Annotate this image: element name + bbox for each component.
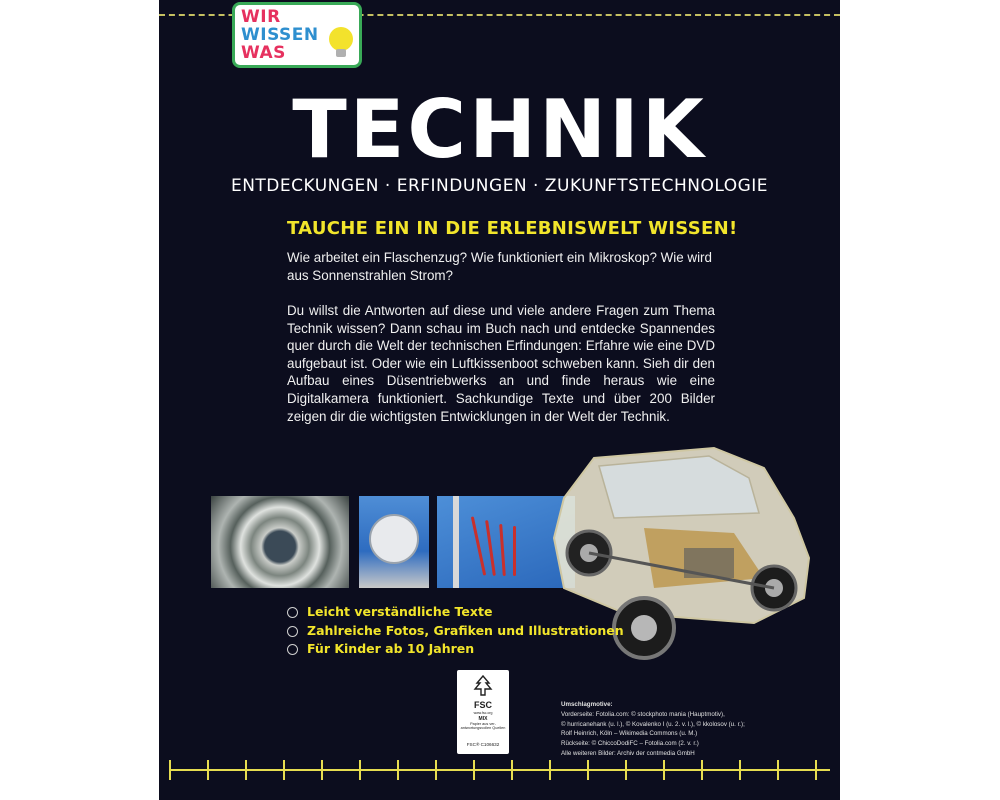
book-back-cover — [159, 0, 840, 800]
ruler-tick — [321, 760, 323, 780]
fsc-logo-text: FSC — [474, 700, 492, 710]
ruler-tick — [283, 760, 285, 780]
ruler-tick — [815, 760, 817, 780]
fsc-label — [457, 670, 509, 754]
ruler-tick — [207, 760, 209, 780]
feature-item — [287, 640, 624, 659]
book-title: TECHNIK — [292, 83, 707, 176]
feature-item — [287, 603, 624, 622]
ruler-tick — [739, 760, 741, 780]
fsc-mix: MIX — [478, 716, 488, 722]
logo-word-1: WIR — [241, 7, 281, 27]
bullet-icon — [287, 607, 298, 618]
ruler-tick — [359, 760, 361, 780]
ruler-tick — [435, 760, 437, 780]
ruler-tick — [549, 760, 551, 780]
fsc-site: www.fsc.org — [473, 711, 493, 715]
bullet-icon — [287, 644, 298, 655]
image-credits — [561, 700, 781, 759]
ruler-tick — [663, 760, 665, 780]
mast-shape — [453, 496, 459, 588]
feature-label: Für Kinder ab 10 Jahren — [307, 641, 475, 656]
ruler-tick — [473, 760, 475, 780]
radio-telescope-photo — [359, 496, 429, 588]
credit-line: Alle weiteren Bilder: Archiv der contmedia GmbH — [561, 749, 695, 757]
ruler-tick — [625, 760, 627, 780]
ruler-tick — [777, 760, 779, 780]
description-paragraph: Du willst die Antworten auf diese und viele andere Fragen zum Thema Technik wissen? Dann schau im Buch nach und entdecke Spannendes quer durch die Welt der technischen Erfindungen: Erfahre wie eine DVD aufgebaut ist. Oder wie ein Luftkissenboot schweben kann. Sieh dir den Aufbau eines Düsentriebwerks an und finde heraus wie eine Digitalkamera funktioniert. Sachkundige Texte und über 200 Bilder zeigen dir die wichtigsten Entwicklungen in der Welt der Technik. — [287, 303, 715, 424]
ruler-tick — [701, 760, 703, 780]
generator-photo — [211, 496, 349, 588]
fsc-tree-icon — [471, 674, 495, 698]
fsc-code: FSC® C106632 — [466, 742, 500, 747]
credit-line: Rolf Heinrich, Köln – Wikimedia Commons (u. M.) — [561, 730, 698, 738]
credit-line: Rückseite: © ChiccoDodiFC – Fotolia.com (2. v. r.) — [561, 740, 699, 748]
lightbulb-icon — [329, 27, 353, 51]
satellite-dish-icon — [369, 514, 419, 564]
ruler-line — [169, 769, 830, 771]
wire-shape — [499, 524, 506, 576]
ruler-tick — [511, 760, 513, 780]
wire-shape — [513, 526, 516, 576]
credit-line: © hurricanehank (u. l.), © Kovalenko I (u. 2. v. l.), © kkolosov (u. r.); — [561, 720, 745, 728]
intro-paragraph: Wie arbeitet ein Flaschenzug? Wie funktioniert ein Mikroskop? Wie wird aus Sonnenstrahlen Strom? — [287, 250, 712, 283]
bottom-ruler — [169, 760, 830, 780]
credit-line: Umschlagmotive: — [561, 701, 613, 708]
wir-wissen-was-logo — [232, 2, 362, 68]
ruler-tick — [245, 760, 247, 780]
book-subtitle: ENTDECKUNGEN · ERFINDUNGEN · ZUKUNFTSTECHNOLOGIE — [230, 176, 769, 196]
wire-shape — [485, 520, 496, 576]
credit-line: Vorderseite: Fotolia.com: © stockphoto mania (Hauptmotiv), — [561, 710, 725, 718]
ruler-tick — [397, 760, 399, 780]
fsc-text: Papier aus ver-antwortungsvollen Quellen — [460, 722, 506, 731]
feature-label: Zahlreiche Fotos, Grafiken und Illustrationen — [307, 622, 624, 638]
logo-word-2: WISSEN — [241, 25, 319, 45]
lightbulb-base-icon — [336, 49, 346, 57]
bullet-icon — [287, 626, 298, 637]
logo-word-3: WAS — [241, 43, 286, 63]
feature-label: Leicht verständliche Texte — [307, 604, 493, 619]
feature-item — [287, 622, 624, 641]
ruler-tick — [587, 760, 589, 780]
headline: TAUCHE EIN IN DIE ERLEBNISWELT WISSEN! — [287, 218, 738, 239]
wire-shape — [471, 516, 486, 575]
ruler-tick — [169, 760, 171, 780]
feature-list — [287, 603, 624, 659]
